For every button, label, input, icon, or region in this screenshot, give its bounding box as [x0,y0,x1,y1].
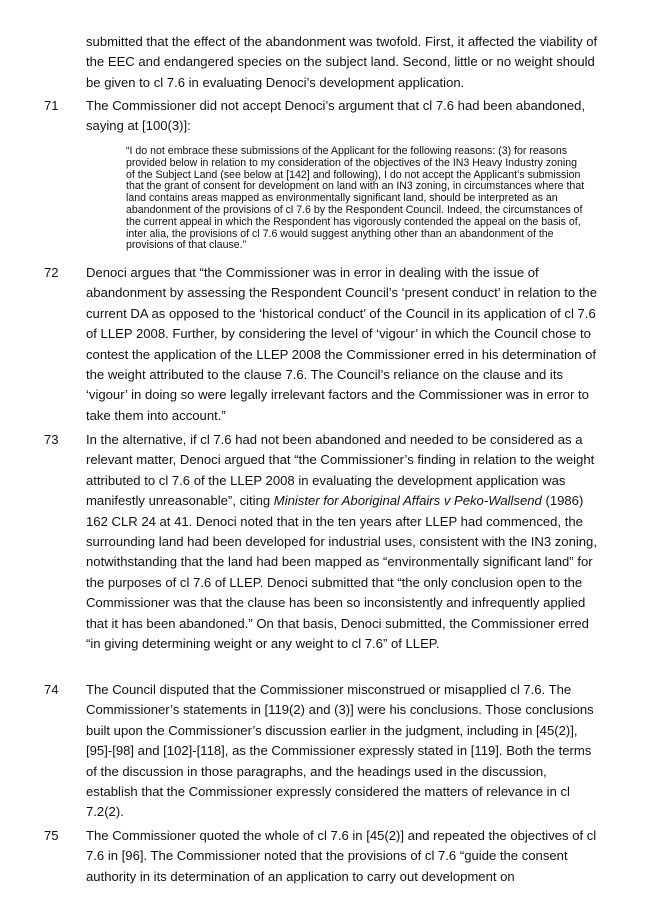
paragraph-text: The Commissioner did not accept Denoci’s argument that cl 7.6 had been abandoned, saying at [100(3)]: [86,98,586,134]
paragraph-73 [86,430,598,654]
paragraph-number: 71 [44,98,59,113]
paragraph-number: 75 [44,828,59,843]
paragraph-74 [86,680,598,823]
case-citation: Minister for Aboriginal Affairs v Peko-Wallsend [273,493,542,509]
paragraph-number: 72 [44,265,59,280]
paragraph-text: In the alternative, if cl 7.6 had not been abandoned and needed to be considered as a relevant matter, Denoci argued that “the Commissioner’s finding in relation to the weight attributed to cl 7.6 of the LLEP 2008 in evaluating the development application was manifestly unreasonable”, citing [86,432,595,509]
paragraph-75 [86,826,598,887]
paragraph-text: The Commissioner quoted the whole of cl 7.6 in [45(2)] and repeated the objectives of cl 7.6 in [96]. The Commissioner noted that the provisions of cl 7.6 “guide the consent authority in its determination of an application to carry out development on [86,828,597,884]
paragraph-text: The Council disputed that the Commissioner misconstrued or misapplied cl 7.6. The Commissioner’s statements in [119(2) and (3)] were his conclusions. Those conclusions built upon the Commissioner’s discussion earlier in the judgment, including in [45(2)], [95]-[98] and [102]-[118], as the Commissioner expressly stated in [119]. Both the terms of the discussion in those paragraphs, and the headings used in the discussion, establish that the Commissioner expressly considered the matters of relevance in cl 7.2(2). [86,682,594,820]
paragraph-text: submitted that the effect of the abandonment was twofold. First, it affected the viability of the EEC and endangered species on the subject land. Second, little or no weight should be given to cl 7.6 in evaluating Denoci’s development application. [86,34,598,90]
quote-text: “I do not embrace these submissions of the Applicant for the following reasons: (3) for reasons provided below in relation to my consideration of the objectives of the IN3 Heavy Industry zoning of the Subject Land (see below at [142] and following), I do not accept the Applicant’s submission that the grant of consent for development on land with an IN3 zoning, in circumstances where that land contains areas mapped as environmentally significant land, should be interpreted as an abandonment of the provisions of cl 7.6 by the Respondent Council. Indeed, the circumstances of the current appeal in which the Respondent has vigorously contended the appeal on the basis of, inter alia, the provisions of cl 7.6 would suggest anything other than an abandonment of the provisions of that clause.” [126,145,585,252]
paragraph-71 [86,96,598,137]
paragraph-continuation [86,32,598,93]
paragraph-text: Denoci argues that “the Commissioner was in error in dealing with the issue of abandonment by assessing the Respondent Council’s ‘present conduct’ in relation to the current DA as opposed to the ‘historical conduct’ of the Council in its application of cl 7.6 of LLEP 2008. Further, by considering the level of ‘vigour’ in which the Council chose to contest the application of the LLEP 2008 the Commissioner erred in his determination of the weight attributed to the clause 7.6. The Council’s reliance on the clause and its ‘vigour’ in doing so were legally irrelevant factors and the Commissioner was in error to take them into account.” [86,265,597,423]
paragraph-72 [86,263,598,426]
paragraph-text: (1986) 162 CLR 24 at 41. Denoci noted that in the ten years after LLEP had commenced, the surrounding land had been developed for industrial uses, consistent with the IN3 zoning, notwithstanding that the land had been mapped as “environmentally significant land” for the purposes of cl 7.6 of LLEP. Denoci submitted that “the only conclusion open to the Commissioner was that the clause has been so inconsistently and infrequently applied that it has been abandoned.” On that basis, Denoci submitted, the Commissioner erred “in giving determining weight or any weight to cl 7.6” of LLEP. [86,493,597,652]
block-quote [126,146,588,252]
paragraph-number: 73 [44,432,59,447]
paragraph-number: 74 [44,682,59,697]
